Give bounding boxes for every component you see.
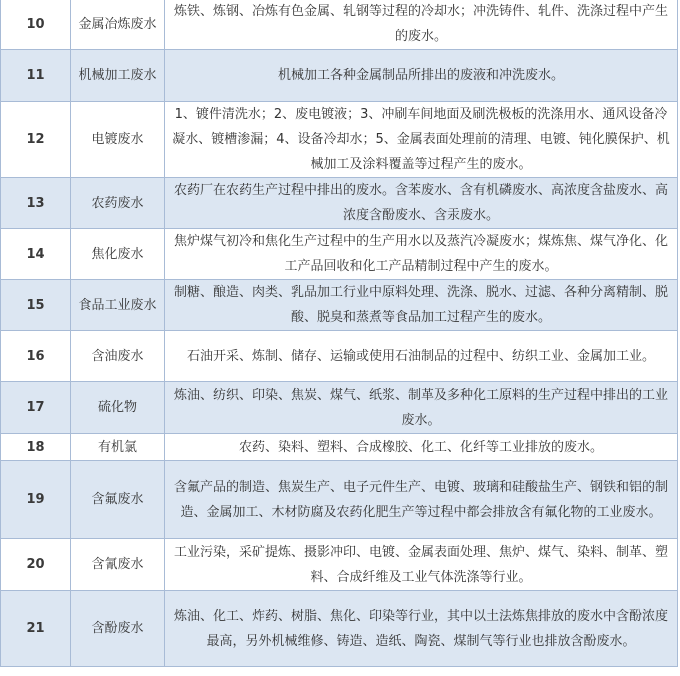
wastewater-source: 工业污染，采矿提炼、摄影冲印、电镀、金属表面处理、焦炉、煤气、染料、制革、塑料、合成纤维及工业气体洗涤等行业。 bbox=[165, 539, 678, 591]
wastewater-type: 有机氯 bbox=[71, 434, 165, 461]
wastewater-source: 焦炉煤气初冷和焦化生产过程中的生产用水以及蒸汽冷凝废水；煤炼焦、煤气净化、化工产品回收和化工产品精制过程中产生的废水。 bbox=[165, 229, 678, 280]
table-row bbox=[1, 591, 678, 667]
row-number: 10 bbox=[1, 0, 71, 50]
wastewater-type: 含氟废水 bbox=[71, 461, 165, 539]
wastewater-source: 含氟产品的制造、焦炭生产、电子元件生产、电镀、玻璃和硅酸盐生产、钢铁和铝的制造、金属加工、木材防腐及农药化肥生产等过程中都会排放含有氟化物的工业废水。 bbox=[165, 461, 678, 539]
table-row bbox=[1, 0, 678, 50]
row-number: 21 bbox=[1, 591, 71, 667]
table-row bbox=[1, 434, 678, 461]
wastewater-type: 含氰废水 bbox=[71, 539, 165, 591]
wastewater-source: 农药厂在农药生产过程中排出的废水。含苯废水、含有机磷废水、高浓度含盐废水、高浓度含酚废水、含汞废水。 bbox=[165, 178, 678, 229]
row-number: 17 bbox=[1, 382, 71, 434]
row-number: 20 bbox=[1, 539, 71, 591]
wastewater-type: 食品工业废水 bbox=[71, 280, 165, 331]
wastewater-type: 金属冶炼废水 bbox=[71, 0, 165, 50]
wastewater-type: 机械加工废水 bbox=[71, 50, 165, 102]
wastewater-source: 石油开采、炼制、储存、运输或使用石油制品的过程中、纺织工业、金属加工业。 bbox=[165, 331, 678, 382]
wastewater-source: 制糖、酿造、肉类、乳品加工行业中原料处理、洗涤、脱水、过滤、各种分离精制、脱酸、脱臭和蒸煮等食品加工过程产生的废水。 bbox=[165, 280, 678, 331]
table-row bbox=[1, 229, 678, 280]
row-number: 13 bbox=[1, 178, 71, 229]
wastewater-type: 农药废水 bbox=[71, 178, 165, 229]
wastewater-type: 硫化物 bbox=[71, 382, 165, 434]
wastewater-source: 1、镀件清洗水；2、废电镀液；3、冲刷车间地面及刷洗极板的洗涤用水、通风设备冷凝水、镀槽渗漏；4、设备冷却水；5、金属表面处理前的清理、电镀、钝化膜保护、机械加工及涂料覆盖等过程产生的废水。 bbox=[165, 102, 678, 178]
row-number: 14 bbox=[1, 229, 71, 280]
table-row bbox=[1, 382, 678, 434]
row-number: 15 bbox=[1, 280, 71, 331]
wastewater-source: 农药、染料、塑料、合成橡胶、化工、化纤等工业排放的废水。 bbox=[165, 434, 678, 461]
row-number: 16 bbox=[1, 331, 71, 382]
wastewater-type: 含油废水 bbox=[71, 331, 165, 382]
table-row bbox=[1, 50, 678, 102]
wastewater-source: 机械加工各种金属制品所排出的废液和冲洗废水。 bbox=[165, 50, 678, 102]
table-row bbox=[1, 280, 678, 331]
row-number: 18 bbox=[1, 434, 71, 461]
table-row bbox=[1, 539, 678, 591]
table-row bbox=[1, 331, 678, 382]
wastewater-source: 炼铁、炼钢、冶炼有色金属、轧钢等过程的冷却水；冲洗铸件、轧件、洗涤过程中产生的废水。 bbox=[165, 0, 678, 50]
table-row bbox=[1, 102, 678, 178]
wastewater-type: 电镀废水 bbox=[71, 102, 165, 178]
row-number: 19 bbox=[1, 461, 71, 539]
table-row bbox=[1, 178, 678, 229]
wastewater-source: 炼油、纺织、印染、焦炭、煤气、纸浆、制革及多种化工原料的生产过程中排出的工业废水。 bbox=[165, 382, 678, 434]
wastewater-type: 焦化废水 bbox=[71, 229, 165, 280]
table-row bbox=[1, 461, 678, 539]
row-number: 12 bbox=[1, 102, 71, 178]
wastewater-type: 含酚废水 bbox=[71, 591, 165, 667]
wastewater-source: 炼油、化工、炸药、树脂、焦化、印染等行业，其中以土法炼焦排放的废水中含酚浓度最高，另外机械维修、铸造、造纸、陶瓷、煤制气等行业也排放含酚废水。 bbox=[165, 591, 678, 667]
row-number: 11 bbox=[1, 50, 71, 102]
